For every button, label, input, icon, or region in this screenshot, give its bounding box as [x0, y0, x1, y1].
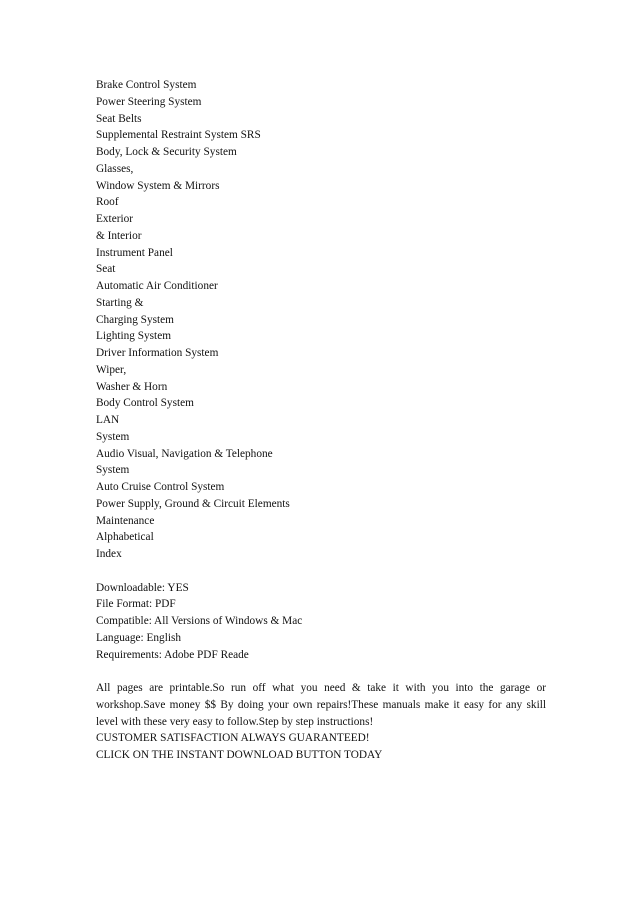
- toc-item: Wiper,: [96, 363, 127, 376]
- spacer: [96, 663, 546, 680]
- toc-item: LAN: [96, 414, 120, 426]
- toc-item: Lighting System: [96, 330, 172, 343]
- toc-item: System: [96, 430, 130, 443]
- spec-downloadable: Downloadable: YES: [96, 581, 189, 594]
- spec-requirements: Requirements: Adobe PDF Reade: [96, 648, 249, 661]
- toc-item: Roof: [96, 196, 119, 209]
- toc-item: System: [96, 464, 130, 477]
- toc-item: Power Supply, Ground & Circuit Elements: [96, 497, 290, 510]
- toc-item: Index: [96, 548, 122, 560]
- toc-item: Brake Control System: [96, 79, 197, 91]
- description-paragraph: [96, 680, 546, 730]
- toc-item: Glasses,: [96, 162, 134, 175]
- description-line: All pages are printable.So run off what you need & take it with you into the garage or: [96, 682, 546, 694]
- toc-item: Audio Visual, Navigation & Telephone: [96, 447, 273, 460]
- toc-item: Body Control System: [96, 397, 194, 410]
- toc-item: Automatic Air Conditioner: [96, 280, 218, 292]
- toc-item: Alphabetical: [96, 531, 154, 544]
- spec-language: Language: English: [96, 631, 182, 644]
- download-cta: CLICK ON THE INSTANT DOWNLOAD BUTTON TODAY: [96, 749, 383, 761]
- toc-item: Maintenance: [96, 514, 155, 527]
- toc-item: Auto Cruise Control System: [96, 481, 225, 493]
- toc-item: Starting &: [96, 296, 144, 309]
- toc-item: Body, Lock & Security System: [96, 146, 237, 158]
- toc-item: Driver Information System: [96, 347, 219, 359]
- toc-item: Exterior: [96, 213, 134, 225]
- spec-compatible: Compatible: All Versions of Windows & Mac: [96, 615, 303, 627]
- toc-item: Instrument Panel: [96, 246, 173, 259]
- description-line: level with these very easy to follow.Step by step instructions!: [96, 715, 374, 728]
- toc-list: [96, 77, 546, 563]
- specs-list: [96, 580, 546, 664]
- toc-item: Seat: [96, 263, 116, 276]
- toc-item: Supplemental Restraint System SRS: [96, 129, 261, 142]
- description-line: workshop.Save money $$ By doing your own repairs!These manuals make it easy for any skill: [96, 698, 546, 711]
- spacer: [96, 563, 546, 580]
- satisfaction-guarantee: CUSTOMER SATISFACTION ALWAYS GUARANTEED!: [96, 732, 370, 745]
- toc-item: & Interior: [96, 229, 142, 242]
- toc-item: Window System & Mirrors: [96, 179, 220, 192]
- page-content: [96, 77, 546, 764]
- toc-item: Washer & Horn: [96, 380, 168, 393]
- spec-file-format: File Format: PDF: [96, 598, 176, 611]
- toc-item: Charging System: [96, 313, 174, 326]
- toc-item: Power Steering System: [96, 95, 202, 108]
- toc-item: Seat Belts: [96, 112, 142, 125]
